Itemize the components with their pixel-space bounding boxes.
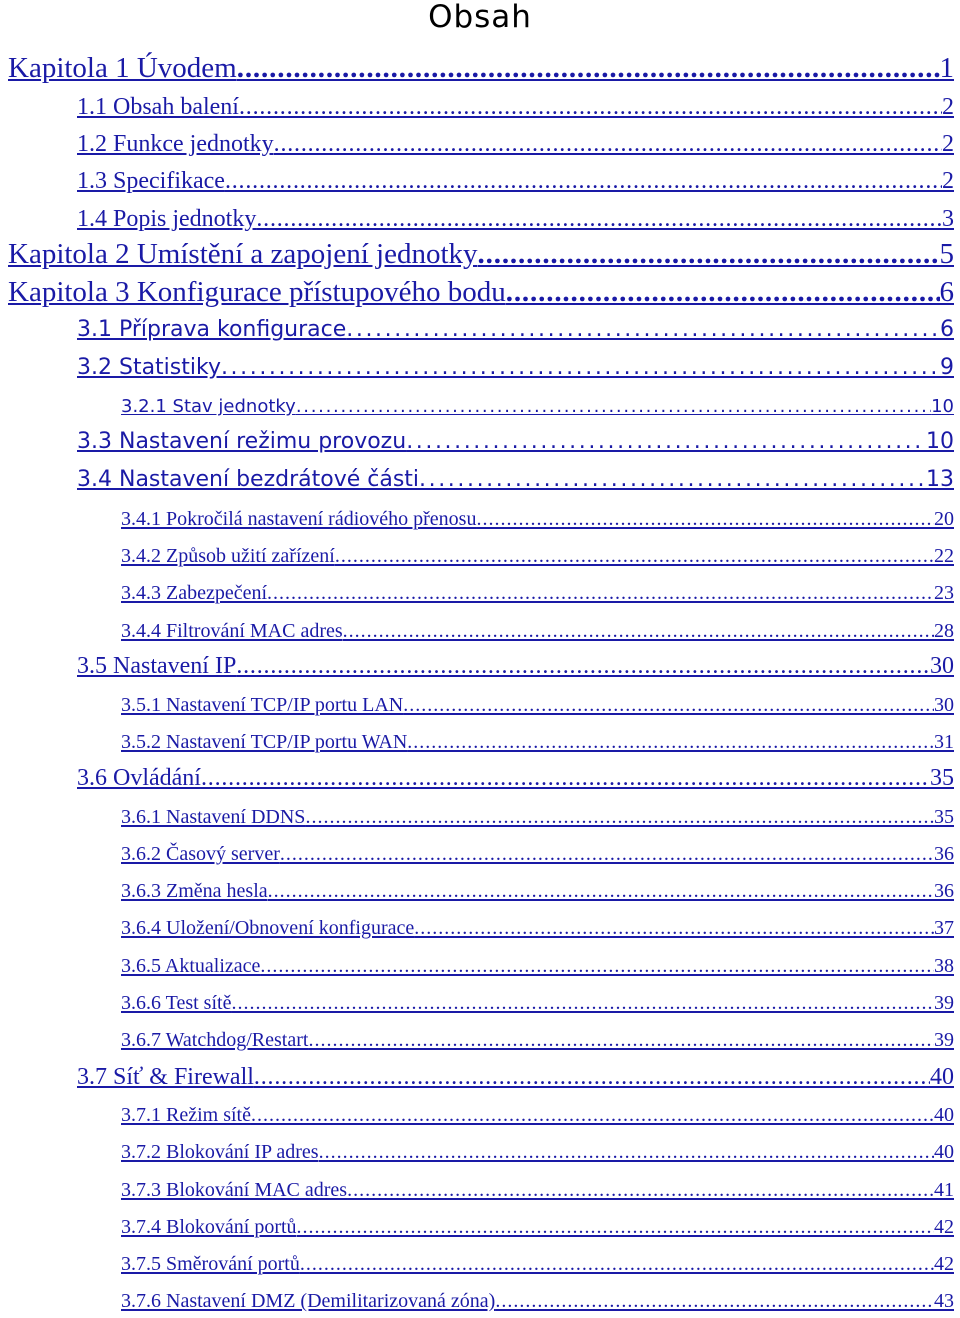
toc-entry-page: 40 bbox=[930, 1064, 954, 1090]
toc-entry-3-5-1[interactable] bbox=[121, 691, 954, 719]
dot-leader bbox=[296, 393, 931, 421]
dot-leader bbox=[346, 314, 940, 346]
toc-entry-label: Kapitola 1 Úvodem bbox=[8, 52, 237, 84]
toc-entry-label: 3.5.2 Nastavení TCP/IP portu WAN bbox=[121, 731, 408, 753]
dot-leader bbox=[260, 952, 934, 980]
toc-entry-label: 3.6.4 Uložení/Obnovení konfigurace bbox=[121, 917, 415, 939]
toc-entry-label: 1.4 Popis jednotky bbox=[77, 206, 257, 232]
dot-leader bbox=[297, 1213, 934, 1241]
dot-leader bbox=[343, 617, 934, 645]
toc-entry-page: 28 bbox=[934, 620, 954, 642]
dot-leader bbox=[239, 91, 942, 123]
toc-entry-label: 3.6.7 Watchdog/Restart bbox=[121, 1029, 309, 1051]
toc-entry-label: 3.7.5 Směrování portů bbox=[121, 1253, 300, 1275]
toc-entry-label: 3.3 Nastavení režimu provozu bbox=[77, 429, 407, 454]
toc-entry-1-4[interactable] bbox=[77, 203, 954, 235]
toc-entry-3-5-2[interactable] bbox=[121, 728, 954, 756]
toc-entry-page: 13 bbox=[926, 467, 954, 492]
toc-entry-3-7-5[interactable] bbox=[121, 1250, 954, 1278]
toc-entry-3-4[interactable] bbox=[77, 464, 954, 496]
toc-entry-page: 35 bbox=[930, 765, 954, 791]
toc-entry-label: Kapitola 3 Konfigurace přístupového bodu bbox=[8, 276, 506, 308]
toc-entry-page: 22 bbox=[934, 545, 954, 567]
toc-entry-page: 31 bbox=[934, 731, 954, 753]
toc-entry-label: 1.1 Obsah balení bbox=[77, 94, 239, 120]
toc-entry-label: 3.6.5 Aktualizace bbox=[121, 955, 261, 977]
dot-leader bbox=[201, 762, 930, 794]
toc-entry-label: 3.6.1 Nastavení DDNS bbox=[121, 806, 306, 828]
dot-leader bbox=[231, 989, 934, 1017]
dot-leader bbox=[478, 236, 940, 272]
dot-leader bbox=[251, 1101, 934, 1129]
toc-entry-page: 35 bbox=[934, 806, 954, 828]
toc-entry-3-2-1[interactable] bbox=[121, 393, 954, 421]
toc-entry-label: 1.2 Funkce jednotky bbox=[77, 131, 274, 157]
toc-entry-3-6-4[interactable] bbox=[121, 914, 954, 942]
toc-entry-3-6[interactable] bbox=[77, 762, 954, 794]
toc-entry-page: 2 bbox=[942, 131, 954, 157]
toc-entry-3-7-4[interactable] bbox=[121, 1213, 954, 1241]
toc-entry-label: 3.6 Ovládání bbox=[77, 765, 201, 791]
toc-entry-label: 1.3 Specifikace bbox=[77, 168, 225, 194]
dot-leader bbox=[300, 1250, 934, 1278]
toc-entry-3-5[interactable] bbox=[77, 650, 954, 682]
toc-entry-3-2[interactable] bbox=[77, 352, 954, 384]
toc-entry-label: 3.6.3 Změna hesla bbox=[121, 880, 268, 902]
dot-leader bbox=[254, 1061, 930, 1093]
toc-entry-chapter-1[interactable] bbox=[8, 50, 954, 86]
dot-leader bbox=[308, 1026, 934, 1054]
toc-entry-3-3[interactable] bbox=[77, 426, 954, 458]
toc-entry-page: 39 bbox=[934, 992, 954, 1014]
toc-entry-label: Kapitola 2 Umístění a zapojení jednotky bbox=[8, 238, 478, 270]
toc-entry-3-4-4[interactable] bbox=[121, 617, 954, 645]
toc-entry-label: 3.4.2 Způsob užití zařízení bbox=[121, 545, 335, 567]
toc-entry-page: 2 bbox=[942, 94, 954, 120]
toc-entry-label: 3.7 Síť & Firewall bbox=[77, 1064, 254, 1090]
toc-entry-page: 3 bbox=[942, 206, 954, 232]
toc-entry-3-4-2[interactable] bbox=[121, 542, 954, 570]
toc-entry-3-7-3[interactable] bbox=[121, 1176, 954, 1204]
toc-entry-page: 1 bbox=[939, 52, 954, 84]
dot-leader bbox=[506, 274, 940, 310]
dot-leader bbox=[305, 803, 934, 831]
toc-entry-1-1[interactable] bbox=[77, 91, 954, 123]
toc-entry-3-7[interactable] bbox=[77, 1061, 954, 1093]
toc-entry-label: 3.5.1 Nastavení TCP/IP portu LAN bbox=[121, 694, 404, 716]
toc-entry-label: 3.4.1 Pokročilá nastavení rádiového přenosu bbox=[121, 508, 477, 530]
dot-leader bbox=[414, 914, 934, 942]
dot-leader bbox=[256, 203, 942, 235]
dot-leader bbox=[280, 840, 934, 868]
toc-entry-label: 3.5 Nastavení IP bbox=[77, 653, 237, 679]
toc-entry-3-6-5[interactable] bbox=[121, 952, 954, 980]
dot-leader bbox=[406, 426, 926, 458]
toc-entry-page: 30 bbox=[930, 653, 954, 679]
dot-leader bbox=[419, 464, 926, 496]
dot-leader bbox=[347, 1176, 934, 1204]
toc-entry-label: 3.1 Příprava konfigurace bbox=[77, 317, 347, 342]
dot-leader bbox=[221, 352, 940, 384]
toc-entry-page: 36 bbox=[934, 843, 954, 865]
toc-entry-page: 10 bbox=[931, 396, 954, 417]
toc-entry-3-4-3[interactable] bbox=[121, 579, 954, 607]
toc-entry-3-7-6[interactable] bbox=[121, 1287, 954, 1315]
toc-entry-label: 3.6.2 Časový server bbox=[121, 843, 280, 865]
toc-entry-page: 43 bbox=[934, 1290, 954, 1312]
toc-entry-label: 3.7.1 Režim sítě bbox=[121, 1104, 251, 1126]
toc-entry-page: 5 bbox=[939, 238, 954, 270]
toc-entry-label: 3.4.4 Filtrování MAC adres bbox=[121, 620, 343, 642]
toc-entry-page: 10 bbox=[926, 429, 954, 454]
toc-entry-page: 30 bbox=[934, 694, 954, 716]
toc-entry-label: 3.2 Statistiky bbox=[77, 355, 221, 380]
toc-entry-page: 39 bbox=[934, 1029, 954, 1051]
toc-entry-label: 3.7.2 Blokování IP adres bbox=[121, 1141, 319, 1163]
toc-entry-page: 9 bbox=[940, 355, 954, 380]
toc-entry-chapter-2[interactable] bbox=[8, 236, 954, 272]
dot-leader bbox=[403, 691, 934, 719]
dot-leader bbox=[319, 1138, 934, 1166]
toc-entry-label: 3.7.6 Nastavení DMZ (Demilitarizovaná zóna) bbox=[121, 1290, 496, 1312]
dot-leader bbox=[274, 128, 942, 160]
toc-entry-3-7-2[interactable] bbox=[121, 1138, 954, 1166]
toc-entry-3-6-2[interactable] bbox=[121, 840, 954, 868]
toc-entry-page: 41 bbox=[934, 1179, 954, 1201]
toc-entry-3-6-1[interactable] bbox=[121, 803, 954, 831]
toc-entry-page: 38 bbox=[934, 955, 954, 977]
dot-leader bbox=[335, 542, 934, 570]
toc-entry-label: 3.6.6 Test sítě bbox=[121, 992, 232, 1014]
toc-entry-3-6-6[interactable] bbox=[121, 989, 954, 1017]
dot-leader bbox=[268, 877, 934, 905]
toc-entry-1-3[interactable] bbox=[77, 165, 954, 197]
toc-entry-3-7-1[interactable] bbox=[121, 1101, 954, 1129]
toc-entry-page: 36 bbox=[934, 880, 954, 902]
toc-entry-page: 40 bbox=[934, 1141, 954, 1163]
toc-entry-page: 23 bbox=[934, 582, 954, 604]
dot-leader bbox=[236, 650, 930, 682]
toc-entry-page: 42 bbox=[934, 1216, 954, 1238]
dot-leader bbox=[495, 1287, 934, 1315]
toc-entry-page: 40 bbox=[934, 1104, 954, 1126]
toc-entry-3-6-3[interactable] bbox=[121, 877, 954, 905]
toc-entry-page: 6 bbox=[939, 276, 954, 308]
toc-entry-page: 2 bbox=[942, 168, 954, 194]
toc-entry-label: 3.4.3 Zabezpečení bbox=[121, 582, 268, 604]
toc-entry-1-2[interactable] bbox=[77, 128, 954, 160]
toc-entry-label: 3.4 Nastavení bezdrátové části bbox=[77, 467, 420, 492]
toc-entry-page: 20 bbox=[934, 508, 954, 530]
toc-entry-label: 3.7.3 Blokování MAC adres bbox=[121, 1179, 348, 1201]
dot-leader bbox=[267, 579, 934, 607]
dot-leader bbox=[407, 728, 934, 756]
toc-entry-3-1[interactable] bbox=[77, 314, 954, 346]
dot-leader bbox=[476, 505, 934, 533]
toc-entry-3-4-1[interactable] bbox=[121, 505, 954, 533]
dot-leader bbox=[237, 50, 940, 86]
toc-entry-label: 3.7.4 Blokování portů bbox=[121, 1216, 297, 1238]
toc-entry-page: 37 bbox=[934, 917, 954, 939]
page-title: Obsah bbox=[428, 0, 532, 35]
toc-entry-label: 3.2.1 Stav jednotky bbox=[121, 396, 296, 417]
toc-entry-page: 42 bbox=[934, 1253, 954, 1275]
toc-entry-page: 6 bbox=[940, 317, 954, 342]
toc-entry-chapter-3[interactable] bbox=[8, 274, 954, 310]
toc-entry-3-6-7[interactable] bbox=[121, 1026, 954, 1054]
dot-leader bbox=[225, 165, 942, 197]
